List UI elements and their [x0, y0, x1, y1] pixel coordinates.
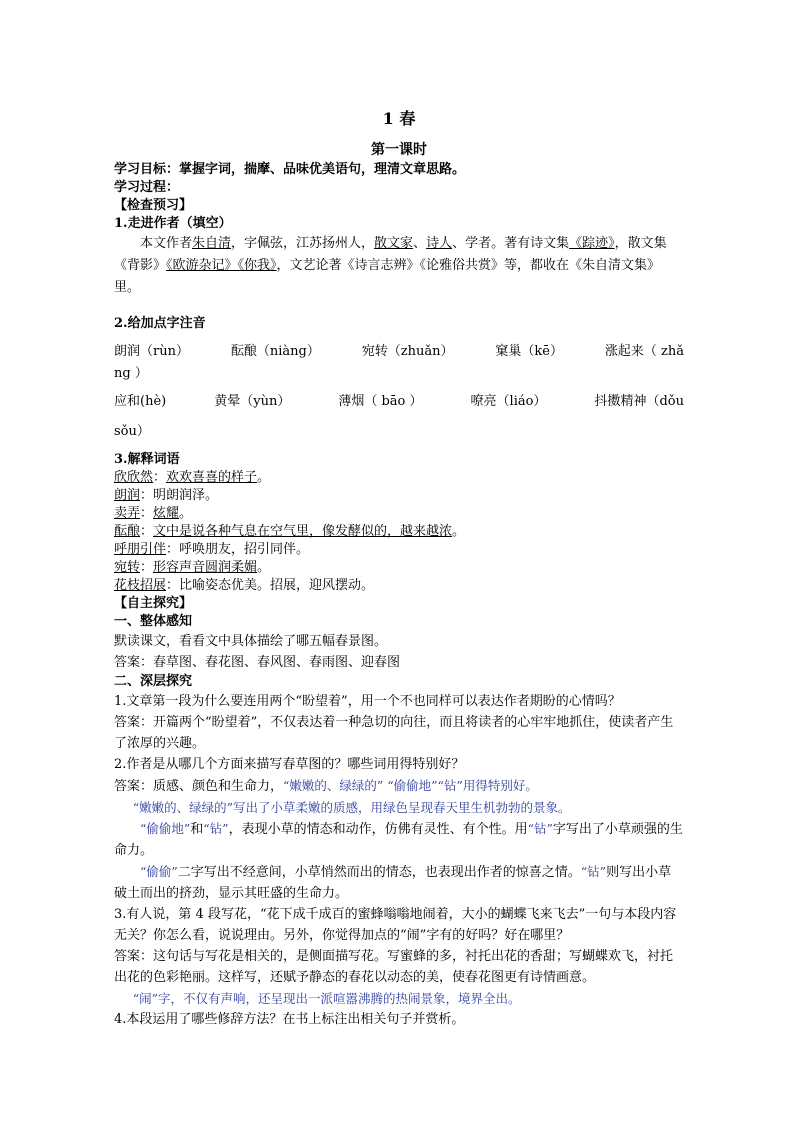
answer-2-highlight: “嫩嫩的、绿绿的” “偷偷地”“钻”用得特别好。	[283, 778, 538, 793]
word-term: 卖弄	[114, 506, 141, 521]
word-item	[114, 523, 684, 541]
pinyin-item: 朗润（rùn）	[114, 344, 189, 359]
word-definition: 比喻姿态优美。招展，迎风摆动	[179, 578, 362, 593]
pinyin-heading: 2.给加点字注音	[114, 316, 206, 331]
answer-2-text: 则写出小草破土而出的挤劲，显示其旺盛的生命力。	[114, 865, 672, 901]
word-definition: 文中是说各种气息在空气里，像发酵似的，越来越浓	[153, 524, 453, 539]
part1-heading: 一、整体感知	[114, 614, 193, 629]
pinyin-row-1	[114, 341, 684, 363]
word-item	[114, 469, 684, 487]
word-end: 。	[452, 524, 466, 539]
answer-2-text: 字写出了小草顽强的生命力。	[114, 822, 683, 858]
pinyin-row-2	[114, 391, 684, 413]
author-paragraph	[114, 233, 684, 299]
pinyin-item: 酝酿（niàng）	[230, 344, 320, 359]
word-item	[114, 577, 684, 595]
answer-2-text: ，表现小草的情态和动作，仿佛有灵性、有个性。用	[228, 822, 528, 837]
word-colon: ：	[166, 542, 180, 557]
quote-highlight: “钻”	[203, 821, 229, 836]
word-colon: ：	[140, 560, 154, 575]
lesson-subtitle: 第一课时	[371, 142, 427, 158]
word-term: 宛转	[114, 560, 141, 575]
word-list	[114, 469, 684, 595]
word-colon: ：	[140, 506, 154, 521]
learning-process: 学习过程：	[114, 180, 180, 195]
author-book-answer-1: 《踪迹》	[569, 236, 615, 251]
question-1: 1.文章第一段为什么要连用两个“盼望着”，用一个不也同样可以表达作者期盼的心情吗？	[114, 694, 621, 709]
pinyin-item: 窠巢（kē）	[495, 344, 563, 359]
word-item	[114, 541, 684, 559]
words-heading: 3.解释词语	[114, 452, 180, 467]
section-explore-heading: 【自主探究】	[114, 596, 193, 611]
part1-answer: 答案：春草图、春花图、春风图、春雨图、迎春图	[114, 655, 401, 670]
answer-2-note: “嫩嫩的、绿绿的”写出了小草柔嫩的质感，用绿色呈现春天里生机勃勃的景象。	[132, 800, 571, 815]
author-book-answer-3: 《你我》	[237, 258, 277, 273]
pinyin-item: 嘹亮（liáo）	[470, 394, 547, 409]
answer-3: 答案：这句话与写花是相关的，是侧面描写花。写蜜蜂的多，衬托出花的香甜；写蝴蝶欢飞，衬托出花的色彩艳丽。这样写，还赋予静态的春花以动态的美，使春花图更有诗情画意。	[114, 949, 674, 985]
word-end: 。	[257, 470, 271, 485]
word-definition: 欢欢喜喜的样子	[166, 470, 258, 485]
learning-goal	[114, 161, 684, 179]
pinyin-item: 涨起来（ zhǎ	[604, 344, 684, 359]
author-text-2: ，字佩弦，江苏扬州人，	[231, 236, 375, 251]
quote-highlight: “偷偷”	[140, 864, 178, 879]
author-role-answer-1: 散文家	[374, 236, 414, 251]
word-term: 花枝招展	[114, 578, 167, 593]
word-end: 。	[205, 488, 219, 503]
author-text-5: ，文艺论著《诗言志辨》《论雅俗共赏》等，都收在《朱自清文集》里。	[114, 258, 661, 295]
word-term: 酝酿	[114, 524, 141, 539]
author-text-1: 本文作者	[140, 236, 193, 251]
word-colon: ：	[140, 524, 154, 539]
pinyin-row-2-continued: sǒu）	[114, 424, 150, 439]
word-colon: ：	[153, 470, 167, 485]
word-item	[114, 487, 684, 505]
answer-2-prefix: 答案：质感、颜色和生命力，	[114, 779, 284, 794]
pinyin-item: 宛转（zhuǎn）	[361, 344, 454, 359]
pinyin-item: 黄晕（yùn）	[214, 394, 291, 409]
question-3: 3.有人说，第 4 段写花，“花下成千成百的蜜蜂嗡嗡地闹着，大小的蝴蝶飞来飞去”一句与本段内容无关？你怎么看，说说理由。另外，你觉得加点的“闹”字有的好吗？好在哪里？	[114, 907, 677, 943]
pinyin-row-1-continued: ng ）	[114, 366, 148, 381]
author-book-answer-2: 《欧游杂记》	[166, 258, 238, 273]
answer-2-text: 二字写出不经意间，小草悄然而出的情态，也表现出作者的惊喜之情。	[177, 865, 581, 880]
learning-goal-text: 学习目标：掌握字词，揣摩、品味优美语句，理清文章思路。	[114, 162, 466, 177]
lesson-title: 1 春	[382, 109, 416, 128]
pinyin-item: 薄烟（ bāo ）	[338, 394, 423, 409]
pinyin-item: 应和(hè)	[114, 394, 167, 409]
word-item	[114, 559, 684, 577]
answer-2-paragraph-3	[114, 861, 684, 904]
word-definition: 呼唤朋友，招引同伴	[179, 542, 297, 557]
word-colon: ：	[140, 488, 154, 503]
word-end: 。	[361, 578, 375, 593]
quote-highlight: “偷偷地”	[140, 821, 191, 836]
word-end: 。	[296, 542, 310, 557]
word-definition: 形容声音圆润柔媚	[153, 560, 258, 575]
author-text-4: ，散文集《背影》	[114, 236, 667, 273]
author-text-3: 、学者。著有诗文集	[452, 236, 570, 251]
answer-2-paragraph-2	[114, 818, 684, 861]
word-definition: 炫耀	[153, 506, 180, 521]
author-name-answer: 朱自清	[192, 236, 232, 251]
answer-3-note: “闹”字，不仅有声响，还呈现出一派喧嚣沸腾的热闹景象，境界全出。	[132, 991, 521, 1006]
author-role-answer-2: 诗人	[426, 236, 453, 251]
word-definition: 明朗润泽	[153, 488, 206, 503]
word-end: 。	[179, 506, 193, 521]
author-heading: 1.走进作者（填空）	[114, 216, 232, 231]
part1-question: 默读课文，看看文中具体描绘了哪五幅春景图。	[114, 634, 388, 649]
section-preview-heading: 【检查预习】	[114, 198, 193, 213]
word-colon: ：	[166, 578, 180, 593]
quote-highlight: “钻”	[580, 864, 607, 879]
document-content	[114, 100, 684, 1030]
word-term: 欣欣然	[114, 470, 154, 485]
quote-highlight: “钻”	[527, 821, 553, 836]
question-2: 2.作者是从哪几个方面来描写春草图的？哪些词用得特别好？	[114, 757, 465, 772]
answer-2	[114, 775, 684, 797]
question-4: 4.本段运用了哪些修辞方法？在书上标注出相关句子并赏析。	[114, 1012, 465, 1027]
word-item	[114, 505, 684, 523]
word-term: 朗润	[114, 488, 141, 503]
word-end: 。	[257, 560, 271, 575]
answer-1: 答案：开篇两个“盼望着”，不仅表达着一种急切的向往，而且将读者的心牢牢地抓住，使读者产生了浓厚的兴趣。	[114, 715, 674, 751]
answer-2-text: 和	[190, 822, 204, 837]
pinyin-item: 抖擞精神（dǒu	[594, 394, 684, 409]
word-term: 呼朋引伴	[114, 542, 167, 557]
part2-heading: 二、深层探究	[114, 674, 193, 689]
author-separator: 、	[413, 236, 427, 251]
